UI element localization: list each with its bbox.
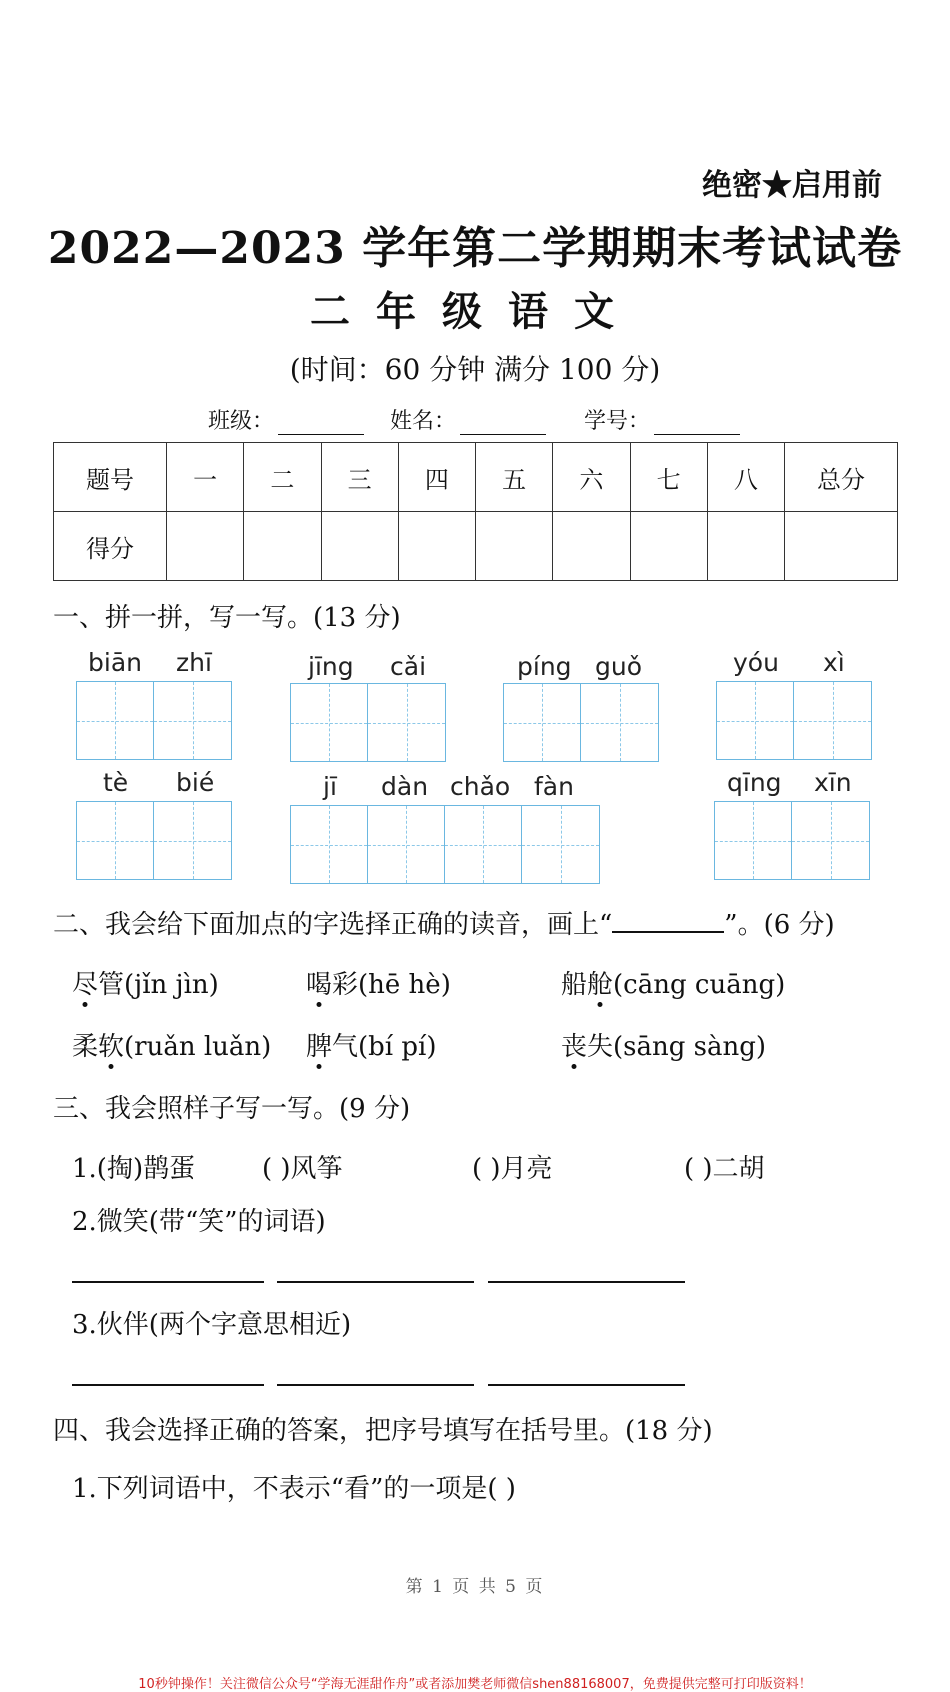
score-header-cell: 题号 bbox=[54, 443, 167, 512]
id-blank[interactable] bbox=[654, 414, 740, 435]
page-number: 第 1 页 共 5 页 bbox=[405, 1577, 545, 1597]
reading-item[interactable] bbox=[561, 1026, 766, 1063]
answer-line[interactable] bbox=[488, 1281, 685, 1283]
score-header-cell: 三 bbox=[321, 443, 398, 512]
pinyin: jī bbox=[323, 772, 337, 801]
section2-title bbox=[53, 904, 835, 941]
name-blank[interactable] bbox=[460, 414, 546, 435]
class-field bbox=[208, 404, 364, 435]
time-info: (时间：60 分钟 满分 100 分) bbox=[289, 353, 661, 386]
section1-title: 一、拼一拼，写一写。(13 分) bbox=[53, 603, 401, 633]
plain-char: 船 bbox=[561, 970, 588, 1000]
pinyin: xīn bbox=[814, 768, 852, 797]
reading-item[interactable] bbox=[561, 964, 785, 1001]
reading-item[interactable] bbox=[72, 1026, 271, 1063]
dotted-char: 软 bbox=[98, 1026, 124, 1063]
dotted-char: 舱 bbox=[587, 964, 613, 1001]
pinyin: jīng bbox=[308, 652, 354, 681]
writing-grid[interactable] bbox=[76, 681, 232, 760]
reading-options: (ruǎn luǎn) bbox=[124, 1032, 272, 1062]
score-cell[interactable] bbox=[630, 512, 707, 581]
pinyin: zhī bbox=[176, 648, 212, 677]
score-cell[interactable] bbox=[707, 512, 784, 581]
pinyin: xì bbox=[823, 648, 845, 677]
score-header-cell: 六 bbox=[553, 443, 630, 512]
reading-options: 管(jǐn jìn) bbox=[98, 970, 219, 1000]
id-field bbox=[584, 404, 740, 435]
section3-title: 三、我会照样子写一写。(9 分) bbox=[53, 1094, 411, 1124]
reading-options: 气(bí pí) bbox=[332, 1032, 437, 1062]
writing-grid[interactable] bbox=[290, 683, 446, 762]
answer-line[interactable] bbox=[277, 1281, 474, 1283]
pinyin: fàn bbox=[534, 772, 574, 801]
q2-prompt: 2.微笑(带“笑”的词语) bbox=[72, 1207, 326, 1237]
answer-line[interactable] bbox=[72, 1384, 264, 1386]
dotted-char: 喝 bbox=[306, 964, 332, 1001]
promo-text: 10秒钟操作！关注微信公众号“学海无涯甜作舟”或者添加樊老师微信shen88168007，免费提供完整可打印版资料！ bbox=[138, 1677, 812, 1692]
score-header-cell: 二 bbox=[244, 443, 321, 512]
q3-prompt: 3.伙伴(两个字意思相近) bbox=[72, 1310, 352, 1340]
answer-line[interactable] bbox=[488, 1384, 685, 1386]
score-table bbox=[53, 442, 898, 581]
pinyin: tè bbox=[103, 768, 129, 797]
score-cell[interactable] bbox=[476, 512, 553, 581]
section2-title-post: ”。(6 分) bbox=[724, 910, 835, 940]
dotted-char: 丧 bbox=[561, 1026, 587, 1063]
dotted-char: 尽 bbox=[72, 964, 98, 1001]
score-header-cell: 七 bbox=[630, 443, 707, 512]
pinyin: cǎi bbox=[390, 652, 427, 681]
writing-grid[interactable] bbox=[76, 801, 232, 880]
score-cell[interactable] bbox=[785, 512, 898, 581]
class-label: 班级： bbox=[208, 409, 275, 434]
pinyin: dàn bbox=[381, 772, 429, 801]
dotted-char: 脾 bbox=[306, 1026, 332, 1063]
writing-grid[interactable] bbox=[714, 801, 870, 880]
q1-blank[interactable]: ( )二胡 bbox=[684, 1154, 765, 1184]
score-cell[interactable] bbox=[321, 512, 398, 581]
name-field bbox=[390, 404, 546, 435]
reading-options: (cāng cuāng) bbox=[613, 970, 786, 1000]
section2-title-pre: 二、我会给下面加点的字选择正确的读音，画上“ bbox=[53, 910, 613, 940]
q1-example: 1.(掏)鹊蛋 bbox=[72, 1154, 196, 1184]
exam-title: 2022—2023 学年第二学期期末考试试卷 bbox=[47, 223, 903, 274]
confidential-label: 绝密★启用前 bbox=[702, 168, 882, 203]
id-label: 学号： bbox=[584, 409, 651, 434]
pinyin: yóu bbox=[733, 648, 779, 677]
score-value-row bbox=[54, 512, 898, 581]
score-cell[interactable] bbox=[553, 512, 630, 581]
q1-blank[interactable]: ( )月亮 bbox=[472, 1154, 553, 1184]
plain-char: 柔 bbox=[72, 1032, 99, 1062]
writing-grid[interactable] bbox=[716, 681, 872, 760]
class-blank[interactable] bbox=[278, 414, 364, 435]
pinyin: guǒ bbox=[595, 652, 643, 681]
score-header-cell: 八 bbox=[707, 443, 784, 512]
exam-subject: 二年级语文 bbox=[310, 288, 640, 335]
reading-item[interactable] bbox=[306, 1026, 437, 1063]
score-cell[interactable] bbox=[398, 512, 475, 581]
score-header-cell: 一 bbox=[167, 443, 244, 512]
pinyin: píng bbox=[517, 652, 572, 681]
reading-item[interactable] bbox=[72, 964, 219, 1001]
name-label: 姓名： bbox=[390, 409, 457, 434]
score-row-label: 得分 bbox=[54, 512, 167, 581]
score-header-cell: 五 bbox=[476, 443, 553, 512]
q1-blank[interactable]: ( )风筝 bbox=[262, 1154, 343, 1184]
q4-1-prompt[interactable]: 1.下列词语中，不表示“看”的一项是( ) bbox=[72, 1474, 516, 1504]
pinyin: chǎo bbox=[450, 772, 511, 801]
score-header-cell: 四 bbox=[398, 443, 475, 512]
score-header-cell: 总分 bbox=[785, 443, 898, 512]
writing-grid[interactable] bbox=[290, 805, 600, 884]
section4-title: 四、我会选择正确的答案，把序号填写在括号里。(18 分) bbox=[53, 1416, 713, 1446]
pinyin: qīng bbox=[727, 768, 782, 797]
score-cell[interactable] bbox=[167, 512, 244, 581]
score-cell[interactable] bbox=[244, 512, 321, 581]
reading-options: 失(sāng sàng) bbox=[587, 1032, 767, 1062]
underline-sample bbox=[612, 909, 724, 933]
score-header-row bbox=[54, 443, 898, 512]
reading-options: 彩(hē hè) bbox=[332, 970, 451, 1000]
pinyin: bié bbox=[176, 768, 215, 797]
writing-grid[interactable] bbox=[503, 683, 659, 762]
answer-line[interactable] bbox=[277, 1384, 474, 1386]
pinyin: biān bbox=[88, 648, 142, 677]
answer-line[interactable] bbox=[72, 1281, 264, 1283]
reading-item[interactable] bbox=[306, 964, 451, 1001]
